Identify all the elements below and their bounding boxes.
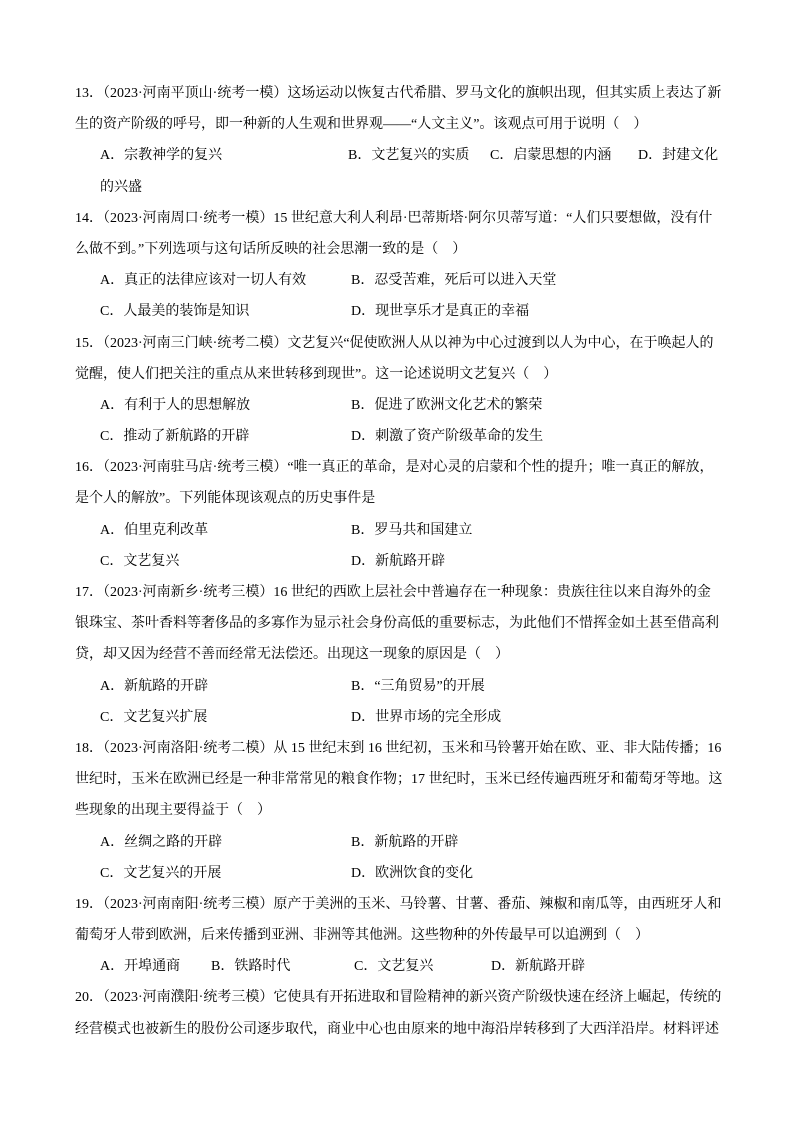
question-18-option-d: D．欧洲饮食的变化 bbox=[351, 865, 474, 881]
question-14 bbox=[75, 203, 735, 328]
question-17-options-row-2 bbox=[75, 702, 735, 733]
question-18-stem-line-1: 18．（2023·河南洛阳·统考二模）从 15 世纪末到 16 世纪初，玉米和马铃薯开始在欧、亚、非大陆传播；16 bbox=[75, 740, 722, 756]
question-13-stem-line-1: 13．（2023·河南平顶山·统考一模）这场运动以恢复古代希腊、罗马文化的旗帜出现，但其实质上表达了新 bbox=[75, 86, 722, 101]
question-16-option-d: D．新航路开辟 bbox=[351, 553, 446, 569]
question-15-options-row-2 bbox=[75, 421, 735, 452]
question-15-options-row-1 bbox=[75, 390, 735, 421]
question-17-option-b: B．“三角贸易”的开展 bbox=[351, 678, 485, 694]
question-17-options-row-1 bbox=[75, 671, 735, 702]
question-18 bbox=[75, 733, 735, 889]
question-13 bbox=[75, 78, 735, 203]
question-13-options-row-1 bbox=[75, 140, 735, 171]
question-16 bbox=[75, 452, 735, 577]
question-17-option-a: A．新航路的开辟 bbox=[100, 678, 209, 694]
question-19-option-a: A．开埠通商 bbox=[100, 959, 181, 975]
question-19-option-c: C．文艺复兴 bbox=[354, 959, 434, 975]
question-16-options-row-2 bbox=[75, 546, 735, 577]
question-17-stem-line-1: 17．（2023·河南新乡·统考三模）16 世纪的西欧上层社会中普遍存在一种现象：贵族往往以来自海外的金 bbox=[75, 585, 711, 600]
question-18-stem-line-3: 些现象的出现主要得益于（ ） bbox=[75, 803, 271, 819]
question-15 bbox=[75, 328, 735, 453]
question-19-stem-line-2: 葡萄牙人带到欧洲，后来传播到亚洲、非洲等其他洲。这些物种的外传最早可以追溯到（ ） bbox=[75, 928, 649, 944]
question-17-option-d: D．世界市场的完全形成 bbox=[351, 709, 502, 725]
question-15-option-a: A．有利于人的思想解放 bbox=[100, 397, 251, 413]
question-16-stem-line-2: 是个人的解放”。下列能体现该观点的历史事件是 bbox=[75, 491, 376, 507]
question-13-option-c: C．启蒙思想的内涵 bbox=[490, 148, 612, 164]
question-13-option-continuation: 的兴盛 bbox=[100, 179, 142, 195]
question-20 bbox=[75, 982, 735, 1044]
question-14-options-row-2 bbox=[75, 296, 735, 327]
question-18-options-row-1 bbox=[75, 827, 735, 858]
question-16-options-row-1 bbox=[75, 515, 735, 546]
question-17-option-c: C．文艺复兴扩展 bbox=[100, 709, 208, 725]
question-15-option-b: B．促进了欧洲文化艺术的繁荣 bbox=[351, 397, 543, 413]
question-14-options-row-1 bbox=[75, 265, 735, 296]
question-17-stem-line-3: 贷，却又因为经营不善而经常无法偿还。出现这一现象的原因是（ ） bbox=[75, 647, 509, 663]
question-15-option-c: C．推动了新航路的开辟 bbox=[100, 429, 250, 445]
question-14-option-a: A．真正的法律应该对一切人有效 bbox=[100, 273, 307, 289]
question-19-option-d: D．新航路开辟 bbox=[491, 959, 586, 975]
questions-container bbox=[75, 78, 735, 1045]
question-14-stem-line-2: 么做不到。”下列选项与这句话所反映的社会思潮一致的是（ ） bbox=[75, 241, 467, 257]
question-18-option-a: A．丝绸之路的开辟 bbox=[100, 834, 223, 850]
question-18-option-c: C．文艺复兴的开展 bbox=[100, 865, 222, 881]
question-20-stem-line-2: 经营模式也被新生的股份公司逐步取代，商业中心也由原来的地中海沿岸转移到了大西洋沿岸。材料评述 bbox=[75, 1021, 719, 1037]
question-15-stem-line-2: 觉醒，使人们把关注的重点从来世转移到现世”。这一论述说明文艺复兴（ ） bbox=[75, 366, 558, 382]
question-18-options-row-2 bbox=[75, 858, 735, 889]
question-15-stem-line-1: 15．（2023·河南三门峡·统考二模）文艺复兴“促使欧洲人从以神为中心过渡到以人为中心，在于唤起人的 bbox=[75, 335, 714, 351]
question-13-options-row-2 bbox=[75, 172, 735, 203]
question-16-option-a: A．伯里克利改革 bbox=[100, 522, 209, 538]
question-17 bbox=[75, 577, 735, 733]
question-14-option-c: C．人最美的装饰是知识 bbox=[100, 304, 250, 320]
question-17-stem-line-2: 银珠宝、茶叶香料等奢侈品的多寡作为显示社会身份高低的重要标志，为此他们不惜挥金如土甚至借高利 bbox=[75, 616, 719, 632]
question-14-option-b: B．忍受苦难，死后可以进入天堂 bbox=[351, 273, 557, 289]
question-14-stem-line-1: 14．（2023·河南周口·统考一模）15 世纪意大利人利昂·巴蒂斯塔·阿尔贝蒂写道：“人们只要想做，没有什 bbox=[75, 210, 713, 226]
question-18-stem-line-2: 世纪时，玉米在欧洲已经是一种非常常见的粮食作物；17 世纪时，玉米已经传遍西班牙和葡萄牙等地。这 bbox=[75, 772, 723, 788]
question-13-stem-line-2: 生的资产阶级的呼号，即一种新的人生观和世界观——“人文主义”。该观点可用于说明（ ） bbox=[75, 117, 648, 133]
question-13-option-d: D．封建文化 bbox=[638, 148, 719, 164]
question-13-option-b: B．文艺复兴的实质 bbox=[348, 148, 470, 164]
question-19-stem-line-1: 19．（2023·河南南阳·统考三模）原产于美洲的玉米、马铃薯、甘薯、番茄、辣椒和南瓜等，由西班牙人和 bbox=[75, 896, 722, 912]
question-19-options-row-1 bbox=[75, 951, 735, 982]
question-18-option-b: B．新航路的开辟 bbox=[351, 834, 459, 850]
question-15-option-d: D．刺激了资产阶级革命的发生 bbox=[351, 429, 544, 445]
question-19 bbox=[75, 889, 735, 983]
question-16-option-c: C．文艺复兴 bbox=[100, 553, 180, 569]
question-16-option-b: B．罗马共和国建立 bbox=[351, 522, 473, 538]
question-13-option-a: A．宗教神学的复兴 bbox=[100, 148, 223, 164]
question-16-stem-line-1: 16．（2023·河南驻马店·统考三模）“唯一真正的革命，是对心灵的启蒙和个性的提升；唯一真正的解放， bbox=[75, 460, 714, 476]
question-19-option-b: B．铁路时代 bbox=[211, 959, 291, 975]
question-14-option-d: D．现世享乐才是真正的幸福 bbox=[351, 304, 530, 320]
question-20-stem-line-1: 20．（2023·河南濮阳·统考三模）它使具有开拓进取和冒险精神的新兴资产阶级快速在经济上崛起，传统的 bbox=[75, 990, 722, 1006]
